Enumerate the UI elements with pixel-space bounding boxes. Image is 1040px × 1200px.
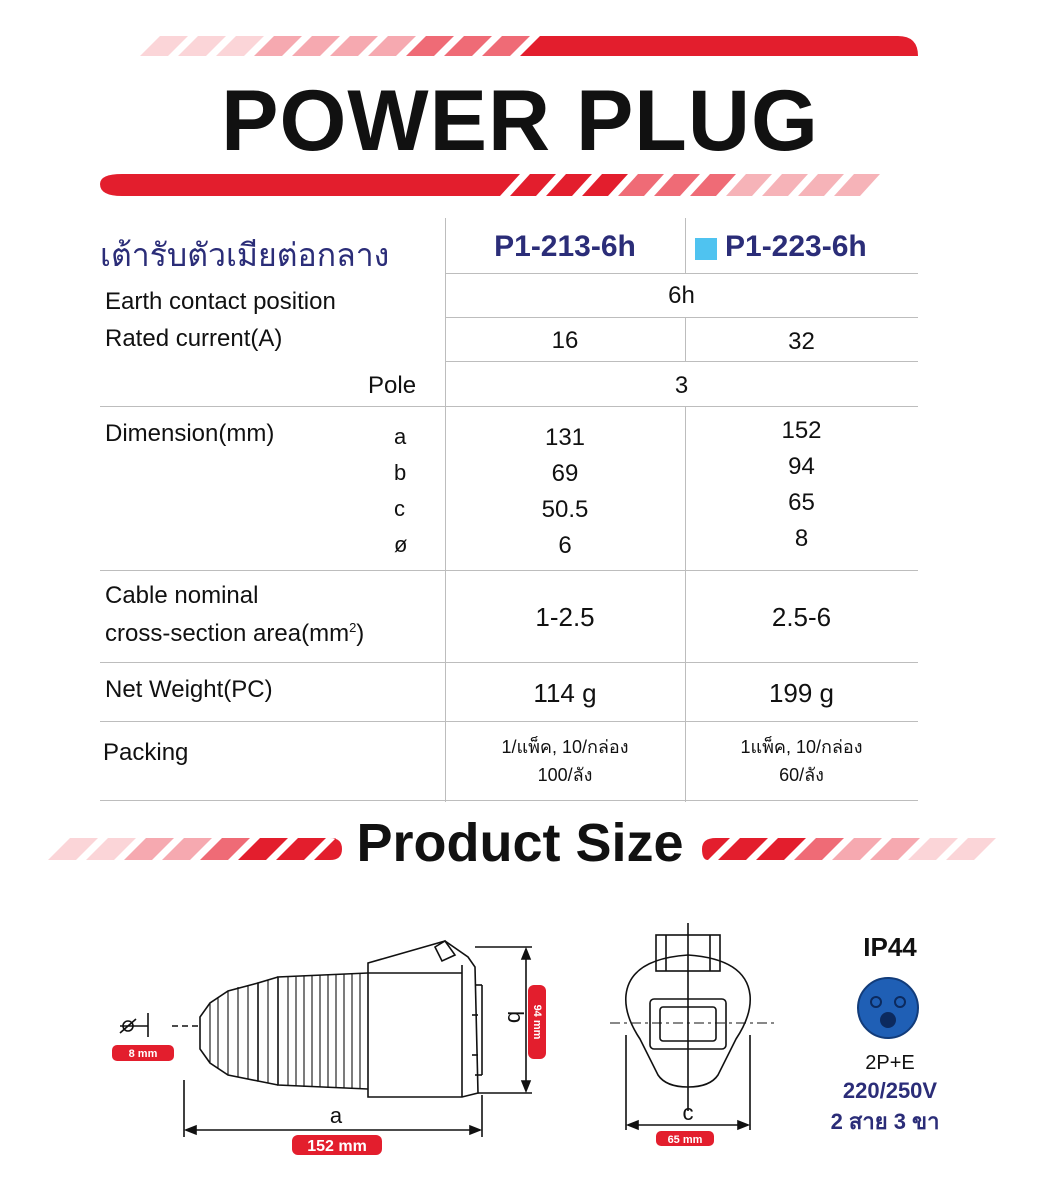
page-title: POWER PLUG [221, 73, 819, 169]
model-2-header: P1-223-6h [725, 230, 867, 263]
rated-current-1: 16 [551, 327, 579, 354]
net-weight-label: Net Weight(PC) [105, 676, 273, 703]
model-1-header: P1-213-6h [494, 230, 636, 263]
rated-current-2: 32 [788, 328, 815, 355]
packing-1-line2: 100/ลัง [537, 765, 593, 785]
ip-rating-label: IP44 [863, 932, 917, 962]
front-view-drawing [600, 915, 790, 1150]
title-underline-stripe [0, 170, 1040, 200]
dim-a-letter: a [329, 1103, 343, 1128]
voltage-label: 220/250V [842, 1078, 938, 1103]
dim-label-diameter: ø [394, 532, 408, 557]
dim-1-a: 131 [544, 424, 586, 451]
model-2-color-swatch [695, 238, 717, 260]
c-mm-label: 65 mm [667, 1134, 703, 1146]
pole-config-label: 2P+E [865, 1052, 915, 1074]
packing-2-line2: 60/ลัง [779, 765, 824, 785]
dim-label-c: c [394, 496, 405, 521]
earth-contact-value: 6h [668, 282, 695, 309]
net-weight-1: 114 g [533, 678, 597, 708]
spec-table [100, 218, 918, 802]
dimension-label: Dimension(mm) [105, 420, 275, 447]
dim-label-a: a [394, 424, 407, 449]
socket-face-icon [856, 976, 920, 1040]
top-stripe-decoration [0, 28, 1040, 58]
pole-value: 3 [674, 372, 689, 399]
table-heading-thai: เต้ารับตัวเมียต่อกลาง [100, 237, 390, 273]
rated-current-label: Rated current(A) [105, 325, 283, 352]
dim-2-c: 65 [788, 489, 815, 516]
cable-value-1: 1-2.5 [535, 602, 595, 632]
product-size-title: Product Size [356, 813, 684, 873]
cable-value-2: 2.5-6 [771, 602, 832, 632]
dim-b-letter: b [503, 1010, 528, 1024]
pole-label: Pole [368, 372, 417, 399]
dim-2-diameter: 8 [794, 525, 809, 552]
dim-2-b: 94 [788, 453, 815, 480]
net-weight-2: 199 g [768, 678, 835, 708]
dim-label-b: b [394, 460, 407, 485]
dim-1-diameter: 6 [558, 532, 572, 559]
cable-label-line2: cross-section $area(mm^2)$ [105, 620, 365, 647]
dim-1-c: 50.5 [541, 496, 589, 523]
dim-1-b: 69 [551, 460, 579, 487]
dim-c-letter: c [682, 1100, 694, 1125]
packing-2-line1: 1แพ็ค, 10/กล่อง [740, 737, 863, 757]
side-view-drawing [100, 925, 560, 1160]
cable-label-line1: Cable nominal [105, 582, 259, 609]
packing-label: Packing [103, 739, 189, 766]
b-mm-label: 94 mm [531, 1004, 544, 1040]
wires-label: 2 สาย 3 ขา [830, 1109, 940, 1134]
earth-contact-label: Earth contact position [105, 288, 336, 315]
a-mm-label: 152 mm [307, 1138, 367, 1155]
packing-1-line1: 1/แพ็ค, 10/กล่อง [501, 737, 629, 757]
dim-2-a: 152 [781, 417, 822, 444]
d-mm-label: 8 mm [128, 1048, 158, 1060]
